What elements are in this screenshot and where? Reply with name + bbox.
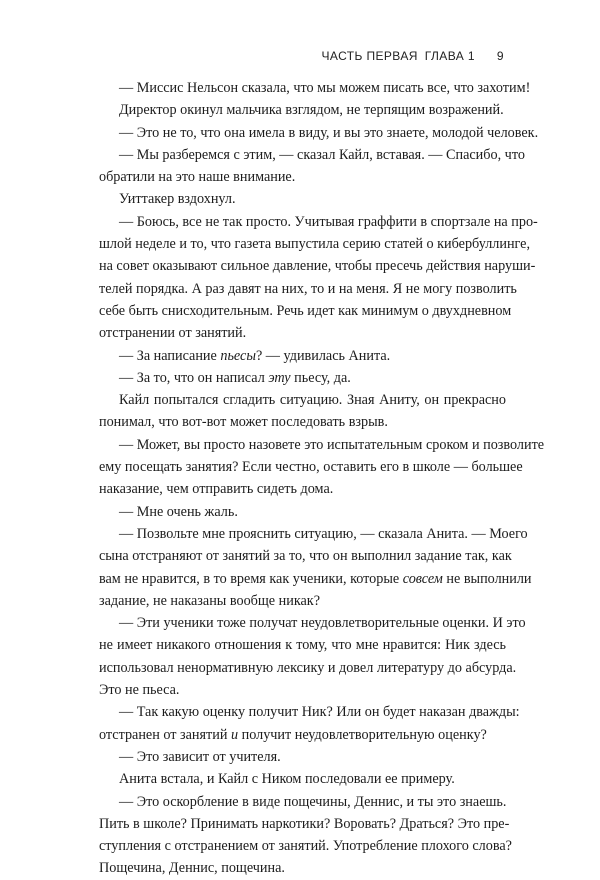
text-segment: — Эти ученики тоже получат неудовлетворительные оценки. И это: [119, 615, 526, 632]
body-text: [99, 77, 545, 880]
text-line: [99, 768, 506, 790]
text-segment: задание, не наказаны вообще никак?: [99, 592, 320, 609]
text-line: [99, 255, 536, 277]
text-segment: — За написание: [119, 347, 221, 364]
text-line: [99, 122, 539, 144]
text-segment: получит неудовлетворительную оценку?: [238, 726, 487, 743]
text-segment: — Мы разберемся с этим, — сказал Кайл, вставая. — Спасибо, что: [119, 146, 525, 163]
text-line: [99, 278, 517, 300]
text-segment: пьесу, да.: [290, 369, 351, 386]
text-line: [99, 478, 506, 500]
text-segment: — Это оскорбление в виде пощечины, Деннис, и ты это знаешь.: [119, 793, 507, 810]
text-line: [99, 657, 517, 679]
text-line: [99, 813, 510, 835]
text-line: [99, 545, 512, 567]
text-line: [99, 701, 520, 723]
running-head: [322, 49, 504, 63]
text-segment: отстранении от занятий.: [99, 325, 247, 342]
text-segment: — Мне очень жаль.: [119, 503, 238, 520]
text-line: [99, 434, 545, 456]
italic-text: эту: [268, 369, 291, 386]
text-segment: Директор окинул мальчика взглядом, не терпящим возражений.: [119, 102, 504, 119]
text-segment: не выполнили: [442, 570, 532, 587]
text-segment: вам не нравится, в то время как ученики, которые: [99, 570, 403, 587]
chapter-title: ГЛАВА 1: [424, 49, 475, 63]
text-segment: наказание, чем отправить сидеть дома.: [99, 481, 334, 498]
text-segment: себе быть снисходительным. Речь идет как минимум о двухдневном: [99, 302, 512, 319]
text-line: [99, 99, 506, 121]
text-line: [99, 835, 512, 857]
italic-text: и: [230, 726, 239, 743]
text-segment: шлой неделе и то, что газета выпустила серию статей о кибербуллинге,: [99, 236, 531, 253]
text-segment: Кайл попытался сгладить ситуацию. Зная Аниту, он прекрасно: [119, 392, 506, 409]
text-segment: Это не пьеса.: [99, 682, 180, 699]
page-number: 9: [496, 49, 504, 63]
text-segment: — Боюсь, все не так просто. Учитывая граффити в спортзале на про-: [119, 213, 538, 230]
text-segment: телей порядка. А раз давят на них, то и на меня. Я не могу позволить: [99, 280, 517, 297]
text-line: [99, 389, 506, 411]
text-line: [99, 857, 506, 879]
text-line: [99, 300, 512, 322]
text-segment: — Миссис Нельсон сказала, что мы можем писать все, что захотим!: [119, 80, 531, 96]
text-line: [99, 590, 506, 612]
text-segment: отстранен от занятий: [99, 726, 231, 743]
text-line: [99, 166, 506, 188]
text-segment: Пить в школе? Принимать наркотики? Воровать? Драться? Это пре-: [99, 815, 510, 832]
text-segment: — Позвольте мне прояснить ситуацию, — сказала Анита. — Моего: [119, 525, 528, 542]
text-segment: ? — удивилась Анита.: [255, 347, 391, 364]
italic-text: совсем: [402, 570, 443, 587]
text-line: [99, 144, 525, 166]
text-segment: на совет оказывают сильное давление, чтобы пресечь действия наруши-: [99, 258, 536, 275]
text-segment: обратили на это наше внимание.: [99, 169, 296, 186]
text-line: [99, 634, 506, 656]
italic-text: пьесы: [220, 347, 256, 364]
text-segment: — Так какую оценку получит Ник? Или он будет наказан дважды:: [119, 704, 520, 721]
text-line: [99, 612, 526, 634]
text-segment: Анита встала, и Кайл с Ником последовали ее примеру.: [119, 771, 455, 788]
text-line: [99, 322, 506, 344]
text-line: [99, 679, 506, 701]
text-line: [99, 501, 506, 523]
text-segment: не имеет никакого отношения к тому, что мне нравится: Ник здесь: [99, 637, 506, 654]
part-title: ЧАСТЬ ПЕРВАЯ: [321, 49, 418, 63]
text-line: [99, 233, 531, 255]
text-line: [99, 568, 532, 590]
text-segment: использовал ненормативную лексику и довел литературу до абсурда.: [99, 659, 517, 676]
text-line: [99, 77, 531, 99]
text-line: [99, 791, 506, 813]
text-line: [99, 523, 528, 545]
text-segment: Уиттакер вздохнул.: [119, 191, 236, 208]
text-line: [99, 456, 523, 478]
text-line: [99, 367, 506, 389]
text-segment: — Это не то, что она имела в виду, и вы это знаете, молодой человек.: [119, 124, 539, 141]
text-segment: ступления с отстранением от занятий. Употребление плохого слова?: [99, 838, 512, 855]
text-segment: — Может, вы просто назовете это испытательным сроком и позволите: [119, 436, 545, 453]
text-line: [99, 211, 538, 233]
text-segment: понимал, что вот-вот может последовать взрыв.: [99, 414, 388, 431]
text-segment: — Это зависит от учителя.: [119, 748, 281, 765]
text-segment: — За то, что он написал: [119, 369, 269, 386]
text-segment: Пощечина, Деннис, пощечина.: [99, 860, 285, 877]
text-segment: ему посещать занятия? Если честно, оставить его в школе — большее: [99, 459, 523, 476]
text-line: [99, 188, 506, 210]
text-line: [99, 724, 506, 746]
text-line: [99, 746, 506, 768]
text-line: [99, 411, 506, 433]
text-segment: сына отстраняют от занятий за то, что он выполнил задание так, как: [99, 548, 512, 565]
text-line: [99, 345, 506, 367]
